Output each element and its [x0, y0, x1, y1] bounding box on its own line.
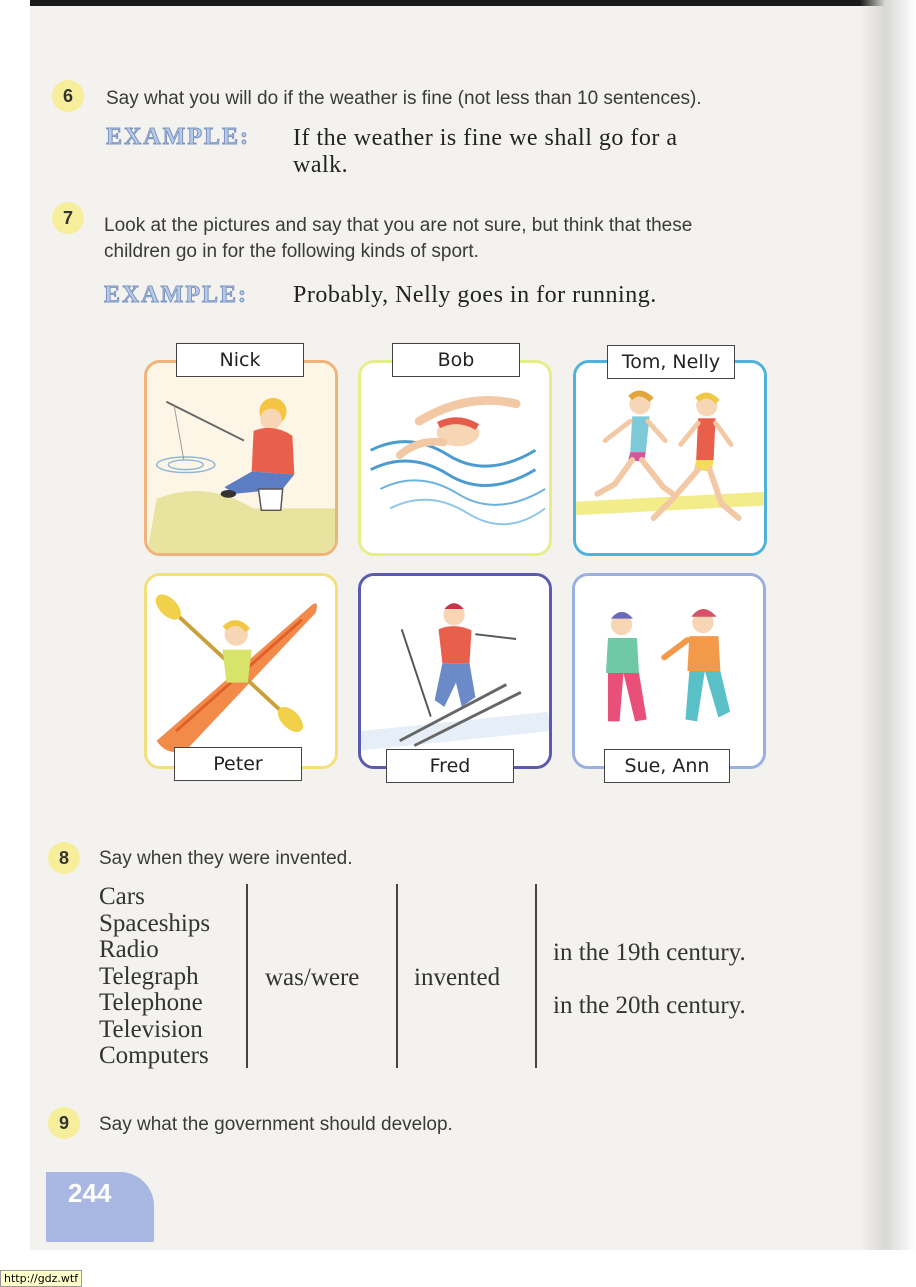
picture-label-fred: Fred	[386, 749, 514, 783]
exercise-7-example-label: EXAMPLE:	[104, 282, 248, 308]
skating-icon	[575, 576, 763, 766]
table-divider-2	[396, 884, 398, 1068]
subject-telegraph: Telegraph	[99, 962, 199, 990]
subject-telephone: Telephone	[99, 989, 203, 1016]
picture-canoeing	[144, 573, 338, 769]
subject-radio: Radio	[99, 936, 159, 963]
table-divider-1	[246, 884, 248, 1068]
exercise-7-instruction-line2: children go in for the following kinds of sport.	[104, 241, 479, 262]
subject-cars: Cars	[99, 883, 145, 910]
exercise-7-number: 7	[52, 202, 84, 234]
exercise-6-example-line2: walk.	[293, 152, 349, 178]
exercise-7-instruction-line1: Look at the pictures and say that you are not sure, but think that these	[104, 215, 693, 236]
picture-running	[573, 360, 767, 556]
time-20th-century: in the 20th century.	[553, 992, 746, 1019]
skiing-icon	[361, 576, 549, 766]
exercise-8-number: 8	[48, 842, 80, 874]
picture-label-tom-nelly: Tom, Nelly	[607, 345, 735, 379]
exercise-6-number: 6	[52, 80, 84, 112]
running-icon	[576, 363, 764, 553]
canoeing-icon	[147, 576, 335, 766]
page-top-edge	[30, 0, 892, 6]
picture-label-bob: Bob	[392, 343, 520, 377]
fishing-icon	[147, 363, 335, 553]
time-19th-century: in the 19th century.	[553, 939, 746, 966]
table-divider-3	[535, 884, 537, 1068]
invention-subjects-column	[99, 884, 210, 1070]
verb-was-were: was/were	[265, 964, 360, 991]
swimming-icon	[361, 363, 549, 553]
page-number: 244	[46, 1172, 154, 1242]
picture-label-peter: Peter	[174, 747, 302, 781]
exercise-7-example-text: Probably, Nelly goes in for running.	[293, 282, 657, 308]
participle-invented: invented	[414, 964, 501, 991]
picture-skating	[572, 573, 766, 769]
picture-fishing	[144, 360, 338, 556]
exercise-6-example-label: EXAMPLE:	[106, 124, 250, 150]
exercise-9-number: 9	[48, 1107, 80, 1139]
watermark-link[interactable]: http://gdz.wtf	[0, 1270, 82, 1287]
exercise-6-example-line1: If the weather is fine we shall go for a	[293, 125, 678, 151]
subject-computers: Computers	[99, 1042, 209, 1069]
exercise-6-instruction: Say what you will do if the weather is fine (not less than 10 sentences).	[106, 88, 702, 109]
page-binding-shadow	[860, 0, 916, 1250]
subject-television: Television	[99, 1015, 203, 1043]
picture-label-sue-ann: Sue, Ann	[604, 749, 730, 783]
exercise-9-instruction: Say what the government should develop.	[99, 1114, 453, 1135]
picture-skiing	[358, 573, 552, 769]
exercise-8-instruction: Say when they were invented.	[99, 848, 353, 869]
subject-spaceships: Spaceships	[99, 909, 211, 937]
picture-label-nick: Nick	[176, 343, 304, 377]
picture-swimming	[358, 360, 552, 556]
